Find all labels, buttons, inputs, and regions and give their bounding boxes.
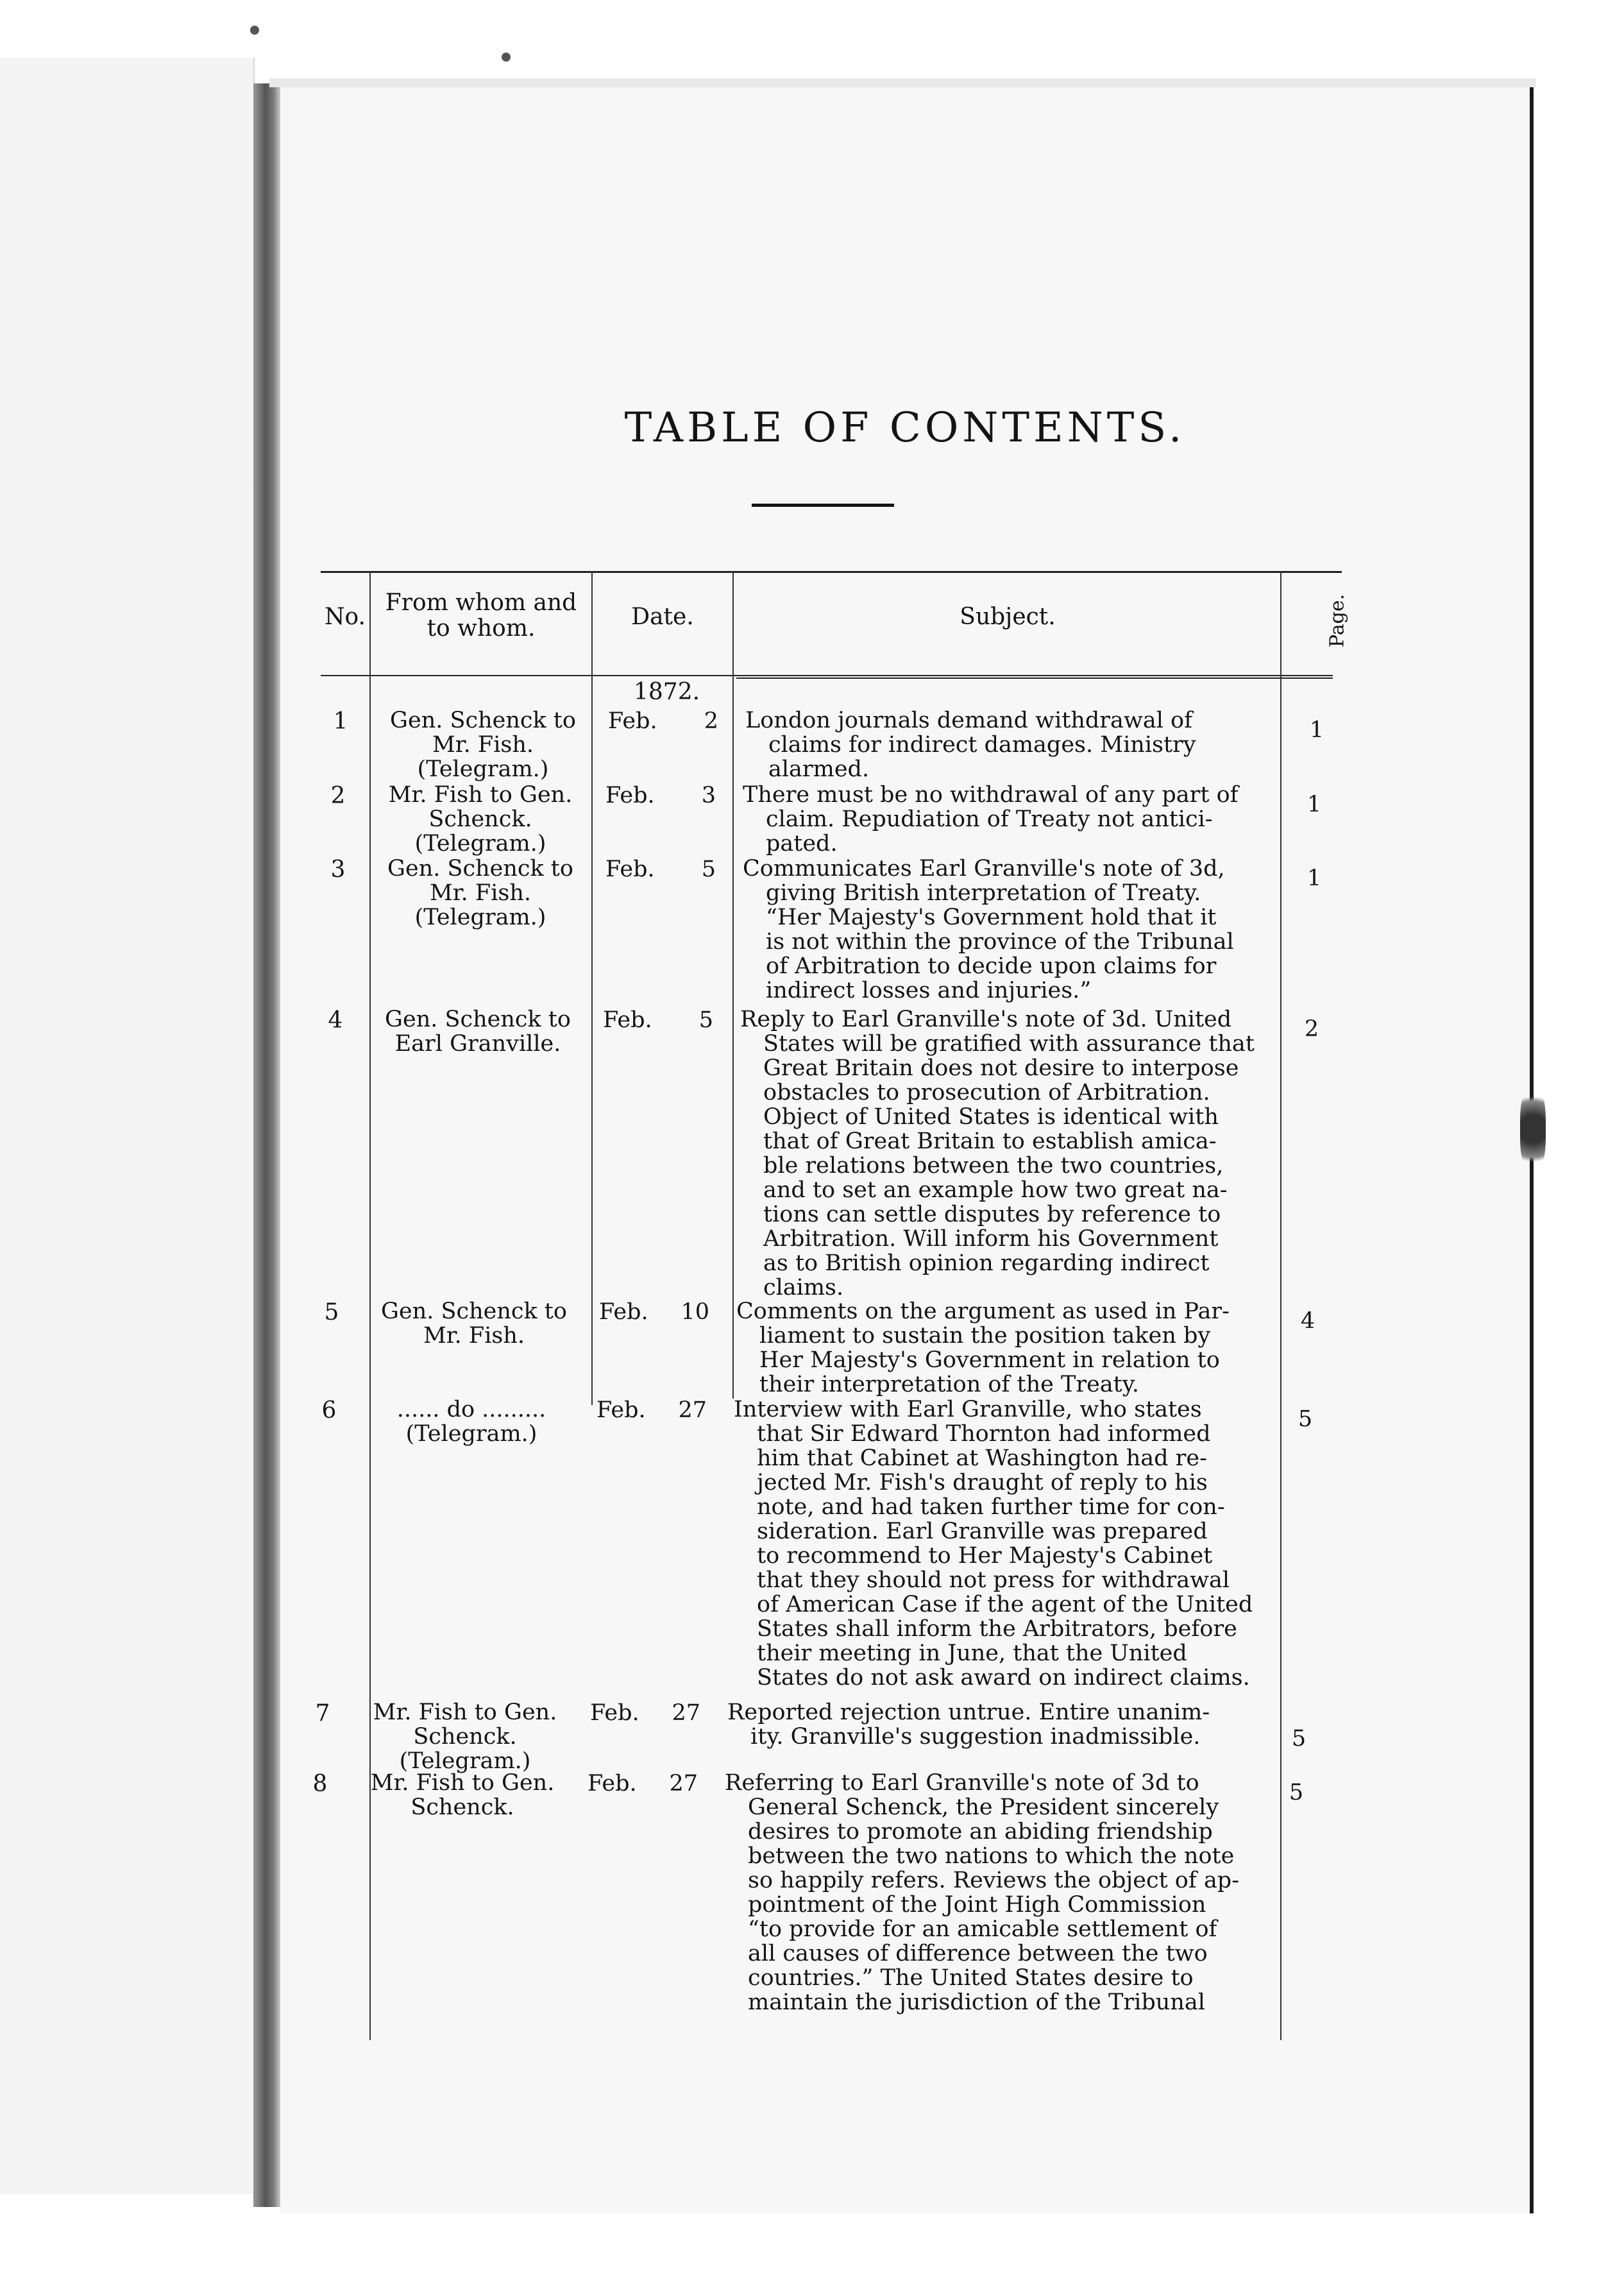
entry-subject-line: sideration. Earl Granville was prepared	[757, 1519, 1208, 1544]
entry-subject-line: Her Majesty's Government in relation to	[759, 1347, 1220, 1373]
header-from-line: From whom and	[385, 590, 577, 616]
entry-subject-line: giving British interpretation of Treaty.	[766, 880, 1201, 906]
entry-subject	[743, 783, 1288, 856]
entry-from-to	[377, 708, 589, 781]
entry-subject	[727, 1700, 1273, 1749]
column-divider	[591, 571, 593, 1405]
entry-from-to	[366, 1397, 577, 1446]
entry-subject-line: him that Cabinet at Washington had re-	[757, 1445, 1207, 1471]
entry-page: 1	[1307, 792, 1322, 817]
entry-subject	[734, 1397, 1279, 1690]
entry-subject-line: maintain the jurisdiction of the Tribunal	[748, 1990, 1205, 2015]
entry-subject-line: of Arbitration to decide upon claims for	[766, 953, 1217, 979]
entry-subject-line: their interpretation of the Treaty.	[759, 1372, 1139, 1397]
entry-page: 4	[1300, 1308, 1315, 1334]
entry-subject-line: jected Mr. Fish's draught of reply to his	[757, 1470, 1208, 1496]
entry-subject-line: “Her Majesty's Government hold that it	[766, 905, 1217, 930]
entry-subject-line: Reported rejection untrue. Entire unanim-	[727, 1700, 1210, 1725]
entry-subject-line: Communicates Earl Granville's note of 3d,	[743, 856, 1225, 882]
book-gutter	[253, 83, 280, 2207]
entry-from-line: Mr. Fish to Gen.	[373, 1700, 557, 1725]
entry-from-to	[357, 1771, 568, 1820]
entry-day: 27	[669, 1771, 698, 1796]
entry-from-line: Mr. Fish.	[432, 732, 534, 758]
contents-table	[312, 571, 1349, 2040]
header-rule-double	[736, 678, 1333, 679]
entry-subject	[740, 1007, 1285, 1300]
entry-month: Feb.	[603, 1007, 652, 1033]
entry-from-line: Gen. Schenck to	[390, 708, 576, 733]
entry-subject-line: “to provide for an amicable settlement of	[748, 1916, 1217, 1942]
entry-day: 5	[698, 1007, 713, 1033]
entry-day: 5	[701, 856, 716, 882]
entry-from-to	[368, 1299, 580, 1348]
entry-subject	[743, 856, 1288, 1003]
year-label: 1872.	[634, 679, 700, 705]
entry-subject	[736, 1299, 1281, 1397]
entry-subject-line: States will be gratified with assurance that	[763, 1031, 1255, 1057]
entry-subject-line: is not within the province of the Tribunal	[766, 929, 1234, 955]
entry-page: 5	[1298, 1406, 1313, 1432]
entry-subject-line: liament to sustain the position taken by	[759, 1323, 1211, 1349]
header-from	[372, 590, 590, 642]
entry-day: 27	[672, 1700, 700, 1726]
title-rule	[752, 504, 894, 507]
entry-from-line: Earl Granville.	[394, 1031, 561, 1057]
header-subject: Subject.	[960, 604, 1056, 630]
entry-from-line: Mr. Fish.	[429, 880, 532, 906]
entry-subject-line: claims for indirect damages. Ministry	[768, 732, 1196, 758]
entry-subject-line: There must be no withdrawal of any part of	[743, 782, 1239, 808]
entry-from-to	[375, 856, 586, 930]
entry-day: 3	[701, 783, 716, 808]
page-edge-stain	[1520, 1084, 1546, 1174]
entry-subject-line: Object of United States is identical with	[763, 1104, 1219, 1130]
entry-number: 3	[330, 856, 346, 883]
scan-speck	[502, 53, 511, 62]
entry-day: 10	[681, 1299, 709, 1325]
entry-number: 8	[312, 1771, 328, 1797]
scan-speck	[250, 26, 259, 35]
entry-from-line: Mr. Fish.	[423, 1323, 525, 1349]
entry-from-line: (Telegram.)	[399, 1748, 531, 1774]
entry-page: 2	[1304, 1016, 1319, 1042]
entry-subject-line: Arbitration. Will inform his Government	[763, 1226, 1219, 1252]
entry-month: Feb.	[605, 856, 655, 882]
entry-subject-line: to recommend to Her Majesty's Cabinet	[757, 1543, 1213, 1569]
entry-page: 1	[1307, 865, 1322, 891]
entry-subject-line: that of Great Britain to establish amica-	[763, 1129, 1217, 1154]
entry-number: 1	[333, 708, 348, 735]
entry-subject-line: pointment of the Joint High Commission	[748, 1892, 1206, 1918]
header-rule	[321, 675, 1333, 676]
entry-from-line: (Telegram.)	[405, 1421, 537, 1447]
entry-from-line: Gen. Schenck to	[387, 856, 573, 882]
entry-subject-line: tions can settle disputes by reference to	[763, 1202, 1221, 1227]
header-from-line: to whom.	[427, 615, 536, 642]
entry-from-to	[359, 1700, 571, 1773]
entry-month: Feb.	[599, 1299, 648, 1325]
entry-page: 5	[1289, 1780, 1304, 1805]
entry-from-line: Mr. Fish to Gen.	[370, 1770, 555, 1796]
entry-subject-line: ble relations between the two countries,	[763, 1153, 1224, 1179]
entry-month: Feb.	[590, 1700, 639, 1726]
entry-subject-line: obstacles to prosecution of Arbitration.	[763, 1080, 1210, 1105]
entry-from-line: Mr. Fish to Gen.	[388, 782, 573, 808]
entry-subject-line: so happily refers. Reviews the object of ap-	[748, 1868, 1240, 1893]
entry-subject-line: note, and had taken further time for con-	[757, 1494, 1225, 1520]
entry-page: 5	[1291, 1726, 1307, 1751]
entry-from-line: Gen. Schenck to	[385, 1007, 571, 1032]
column-divider	[732, 571, 734, 1399]
page-top-edge	[269, 78, 1536, 87]
entry-month: Feb.	[588, 1771, 637, 1796]
entry-subject-line: London journals demand withdrawal of	[745, 708, 1193, 733]
entry-from-to	[375, 783, 586, 856]
entry-from-line: ...... do .........	[396, 1397, 546, 1422]
entry-from-line: Schenck.	[410, 1794, 514, 1820]
entry-from-line: (Telegram.)	[414, 905, 546, 930]
entry-subject-line: ity. Granville's suggestion inadmissible.	[750, 1724, 1201, 1750]
entry-number: 7	[315, 1700, 330, 1726]
header-date: Date.	[631, 604, 694, 630]
entry-subject-line: their meeting in June, that the United	[757, 1641, 1187, 1666]
entry-subject-line: Comments on the argument as used in Par-	[736, 1299, 1230, 1324]
table-top-rule	[321, 571, 1342, 573]
entry-subject-line: Referring to Earl Granville's note of 3d to	[725, 1770, 1199, 1796]
entry-subject-line: and to set an example how two great na-	[763, 1177, 1228, 1203]
entry-number: 4	[328, 1007, 343, 1034]
entry-number: 5	[324, 1299, 339, 1325]
entry-subject-line: claims.	[763, 1275, 844, 1300]
entry-subject-line: Reply to Earl Granville's note of 3d. United	[740, 1007, 1232, 1032]
entry-subject-line: pated.	[766, 831, 838, 856]
entry-subject-line: that Sir Edward Thornton had informed	[757, 1421, 1211, 1447]
entry-subject-line: claim. Repudiation of Treaty not antici-	[766, 806, 1213, 832]
entry-number: 6	[321, 1397, 337, 1424]
entry-from-line: Schenck.	[428, 806, 532, 832]
entry-subject-line: that they should not press for withdrawal	[757, 1567, 1230, 1593]
header-no: No.	[325, 604, 366, 630]
entry-subject-line: General Schenck, the President sincerely	[748, 1794, 1219, 1820]
entry-subject-line: all causes of difference between the two	[748, 1941, 1208, 1966]
facing-page	[0, 58, 255, 2194]
entry-page: 1	[1309, 717, 1324, 743]
entry-month: Feb.	[608, 708, 657, 734]
entry-number: 2	[330, 783, 346, 809]
entry-from-to	[372, 1007, 584, 1056]
entry-subject-line: alarmed.	[768, 756, 870, 782]
entry-subject-line: States shall inform the Arbitrators, before	[757, 1616, 1237, 1642]
page-title: TABLE OF CONTENTS.	[624, 404, 1186, 452]
entry-from-line: Schenck.	[413, 1724, 517, 1750]
entry-subject-line: as to British opinion regarding indirect	[763, 1250, 1210, 1276]
entry-subject	[725, 1771, 1270, 2015]
entry-subject-line: States do not ask award on indirect claims.	[757, 1665, 1250, 1691]
entry-subject-line: of American Case if the agent of the United	[757, 1592, 1253, 1617]
entry-subject	[745, 708, 1290, 781]
entry-day: 2	[704, 708, 718, 734]
entry-subject-line: Great Britain does not desire to interpose	[763, 1055, 1239, 1081]
entry-subject-line: between the two nations to which the note	[748, 1843, 1235, 1869]
entry-subject-line: countries.” The United States desire to	[748, 1965, 1194, 1991]
entry-from-line: (Telegram.)	[414, 831, 546, 856]
entry-subject-line: indirect losses and injuries.”	[766, 978, 1092, 1003]
entry-day: 27	[678, 1397, 707, 1423]
header-page: Page.	[1326, 593, 1349, 648]
entry-from-line: (Telegram.)	[417, 756, 549, 782]
entry-subject-line: desires to promote an abiding friendship	[748, 1819, 1213, 1845]
entry-from-line: Gen. Schenck to	[381, 1299, 567, 1324]
entry-month: Feb.	[605, 783, 655, 808]
entry-subject-line: Interview with Earl Granville, who states	[734, 1397, 1202, 1422]
entry-month: Feb.	[596, 1397, 646, 1423]
